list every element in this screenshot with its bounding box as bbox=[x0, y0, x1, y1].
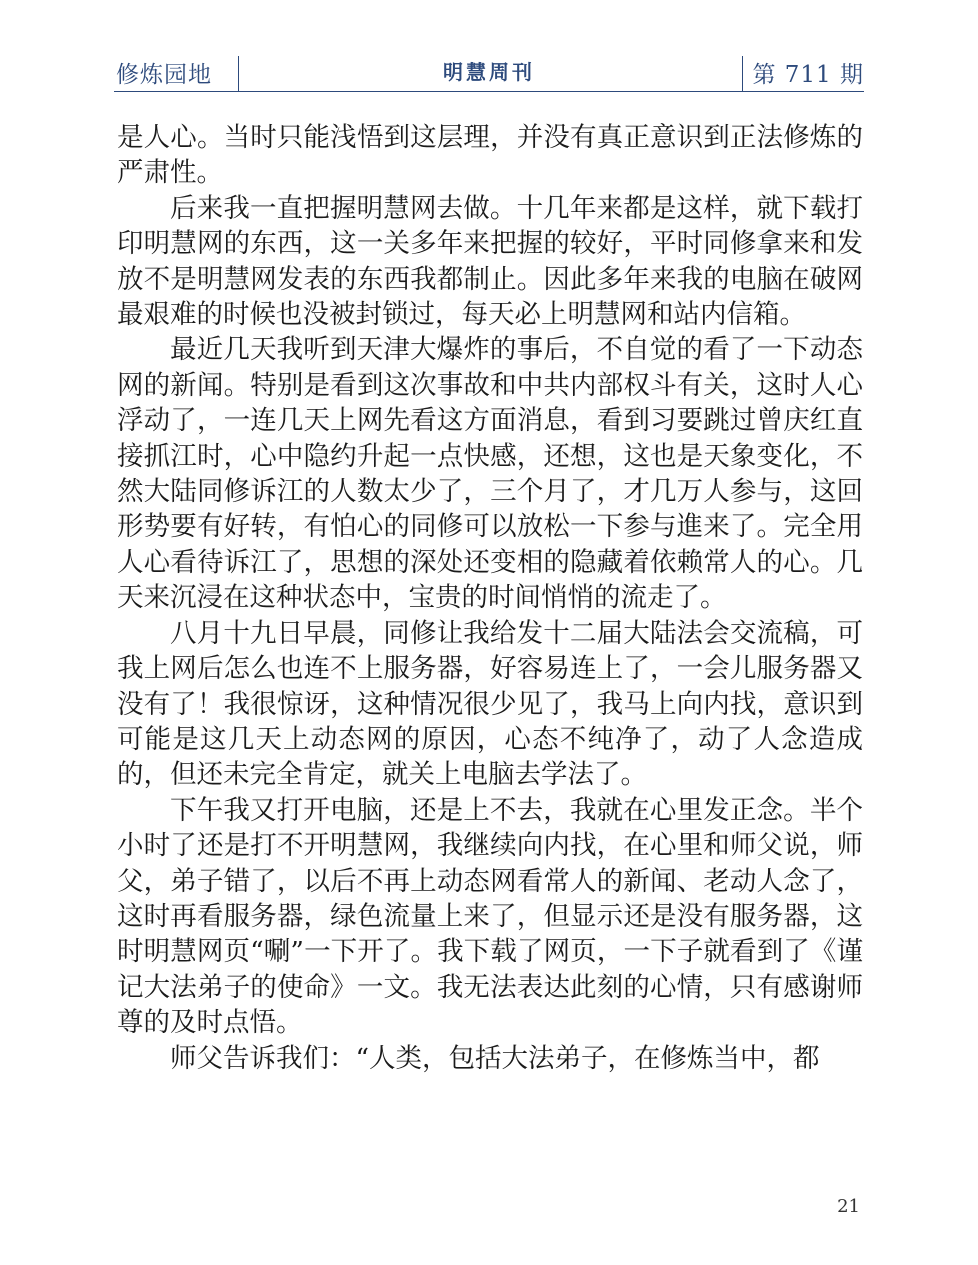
paragraph: 是人心。当时只能浅悟到这层理，并没有真正意识到正法修炼的严肃性。 bbox=[117, 122, 863, 189]
paragraph: 下午我又打开电脑，还是上不去，我就在心里发正念。半个小时了还是打不开明慧网，我继续向内找，在心里和师父说，师父，弟子错了，以后不再上动态网看常人的新闻、老动人念了，这时再看服务器，绿色流量上来了，但显示还是没有服务器，这时明慧网页“唰”一下开了。我下载了网页，一下子就看到了《谨记大法弟子的使命》一文。我无法表达此刻的心情，只有感谢师尊的及时点悟。 bbox=[117, 794, 863, 1039]
paragraph: 师父告诉我们：“人类，包括大法弟子，在修炼当中，都 bbox=[170, 1042, 820, 1074]
paragraph: 八月十九日早晨，同修让我给发十二届大陆法会交流稿，可我上网后怎么也连不上服务器，好容易连上了，一会儿服务器又没有了！我很惊讶，这种情况很少见了，我马上向内找，意识到可能是这几天上动态网的原因，心态不纯净了，动了人念造成的，但还未完全肯定，就关上电脑去学法了。 bbox=[117, 617, 863, 791]
running-header bbox=[114, 50, 864, 92]
article-body bbox=[117, 120, 863, 1076]
publication-title: 明慧周刊 bbox=[443, 60, 535, 84]
paragraph: 最近几天我听到天津大爆炸的事后，不自觉的看了一下动态网的新闻。特别是看到这次事故和中共内部权斗有关，这时人心浮动了，一连几天上网先看这方面消息，看到习要跳过曾庆红直接抓江时，心中隐约升起一点快感，还想，这也是天象变化，不然大陆同修诉江的人数太少了，三个月了，才几万人参与，这回形势要有好转，有怕心的同修可以放松一下参与進来了。完全用人心看待诉江了，思想的深处还变相的隐藏着依赖常人的心。几天来沉浸在这种状态中，宝贵的时间悄悄的流走了。 bbox=[117, 334, 863, 614]
section-title: 修炼园地 bbox=[116, 62, 212, 88]
paragraph: 后来我一直把握明慧网去做。十几年来都是这样，就下载打印明慧网的东西，这一关多年来把握的较好，平时同修拿来和发放不是明慧网发表的东西我都制止。因此多年来我的电脑在破网最艰难的时候也没被封锁过，每天必上明慧网和站内信箱。 bbox=[117, 192, 863, 331]
page-number: 21 bbox=[837, 1196, 860, 1217]
issue-number: 第 711 期 bbox=[752, 62, 864, 88]
header-divider-right bbox=[742, 56, 743, 92]
header-rule bbox=[114, 91, 864, 92]
